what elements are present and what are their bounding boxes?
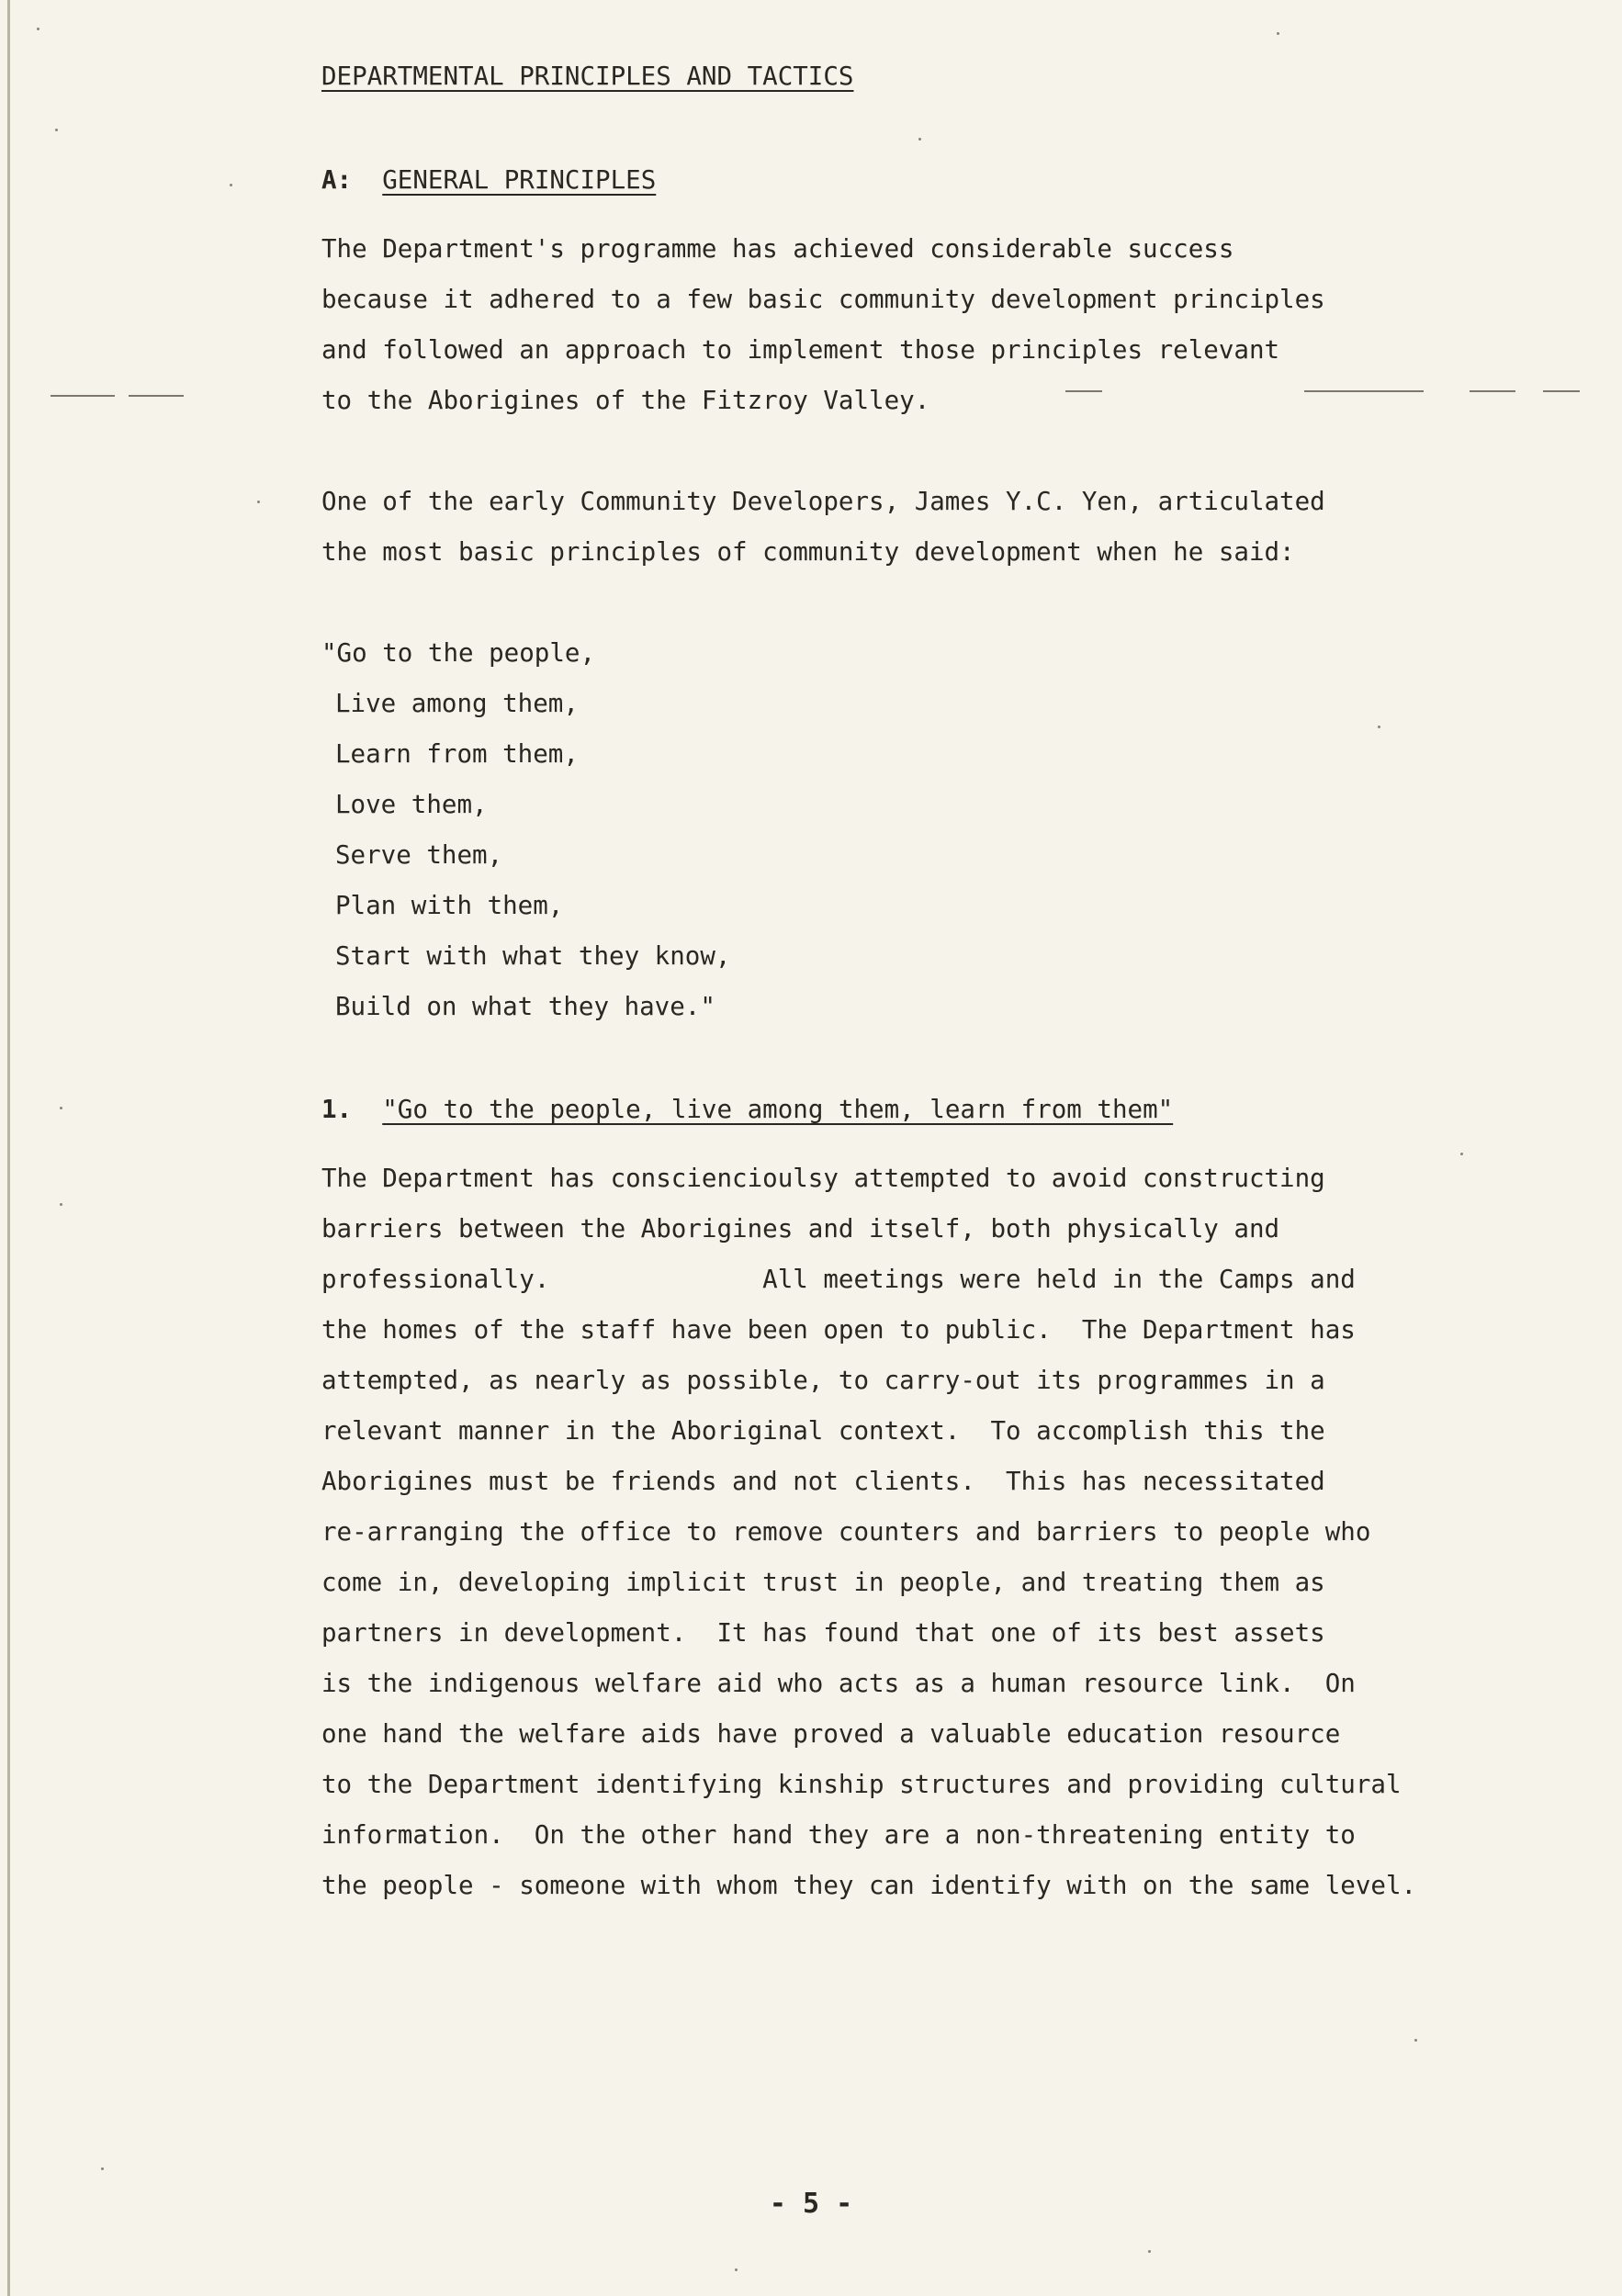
- scan-speck: [1414, 2039, 1417, 2042]
- page-number: - 5 -: [769, 2188, 853, 2220]
- scan-mark: [129, 395, 184, 397]
- para2-line: the most basic principles of community development when he said:: [321, 537, 1295, 567]
- scan-speck: [55, 129, 58, 131]
- section-1-line: professionally. All meetings were held in the Camps and: [321, 1265, 1356, 1294]
- section-1-line: one hand the welfare aids have proved a valuable education resource: [321, 1719, 1341, 1749]
- section-a-marker: A:: [321, 165, 353, 195]
- page-edge-line: [7, 0, 10, 2296]
- quote-line: Live among them,: [335, 689, 579, 718]
- scan-mark: [51, 395, 115, 397]
- quote-line: Learn from them,: [335, 739, 579, 769]
- scan-mark: [1304, 390, 1424, 392]
- scan-speck: [1277, 32, 1279, 35]
- section-a-title: GENERAL PRINCIPLES: [382, 165, 657, 195]
- section-1-line: attempted, as nearly as possible, to carry-out its programmes in a: [321, 1366, 1325, 1395]
- scan-speck: [918, 138, 921, 141]
- scan-speck: [60, 1107, 62, 1109]
- scan-mark: [1065, 390, 1102, 392]
- scan-speck: [37, 28, 39, 30]
- scan-speck: [1378, 726, 1380, 728]
- section-1-number: 1.: [321, 1095, 353, 1124]
- scan-speck: [101, 2167, 104, 2170]
- section-1-line: re-arranging the office to remove counters and barriers to people who: [321, 1517, 1371, 1547]
- scan-speck: [230, 184, 232, 186]
- section-1-line: barriers between the Aborigines and itself, both physically and: [321, 1214, 1280, 1244]
- para1-line: because it adhered to a few basic community development principles: [321, 285, 1325, 314]
- section-1-line: is the indigenous welfare aid who acts as a human resource link. On: [321, 1669, 1356, 1698]
- section-1-heading: [321, 1097, 1173, 1123]
- quote-line: Build on what they have.": [335, 992, 715, 1021]
- section-1-line: the homes of the staff have been open to public. The Department has: [321, 1315, 1356, 1345]
- section-1-line: the people - someone with whom they can identify with on the same level.: [321, 1871, 1417, 1900]
- scan-speck: [257, 501, 260, 503]
- para1-line: and followed an approach to implement those principles relevant: [321, 335, 1280, 365]
- section-1-line: Aborigines must be friends and not clients. This has necessitated: [321, 1467, 1325, 1496]
- section-1-line: come in, developing implicit trust in people, and treating them as: [321, 1568, 1325, 1597]
- scan-speck: [60, 1203, 62, 1206]
- section-1-line: The Department has consciencioulsy attempted to avoid constructing: [321, 1164, 1325, 1193]
- quote-line: Start with what they know,: [335, 941, 731, 971]
- section-1-line: information. On the other hand they are a non-threatening entity to: [321, 1820, 1356, 1850]
- quote-line: Love them,: [335, 790, 488, 819]
- quote-line: Plan with them,: [335, 891, 564, 920]
- scan-speck: [735, 2268, 738, 2271]
- para2-line: One of the early Community Developers, James Y.C. Yen, articulated: [321, 487, 1325, 516]
- scan-speck: [1148, 2250, 1151, 2253]
- document-title: DEPARTMENTAL PRINCIPLES AND TACTICS: [321, 62, 854, 91]
- scan-mark: [1470, 390, 1515, 392]
- scan-mark: [1543, 390, 1580, 392]
- quote-line: "Go to the people,: [321, 638, 596, 668]
- section-1-line: to the Department identifying kinship structures and providing cultural: [321, 1770, 1402, 1799]
- section-1-line: partners in development. It has found that one of its best assets: [321, 1618, 1325, 1648]
- para1-line: The Department's programme has achieved considerable success: [321, 234, 1234, 264]
- section-1-title: "Go to the people, live among them, learn from them": [382, 1095, 1174, 1124]
- scan-speck: [1460, 1153, 1463, 1155]
- para1-line: to the Aborigines of the Fitzroy Valley.: [321, 386, 930, 415]
- quote-line: Serve them,: [335, 840, 503, 870]
- section-a-heading: [321, 165, 657, 195]
- section-1-line: relevant manner in the Aboriginal context. To accomplish this the: [321, 1416, 1325, 1446]
